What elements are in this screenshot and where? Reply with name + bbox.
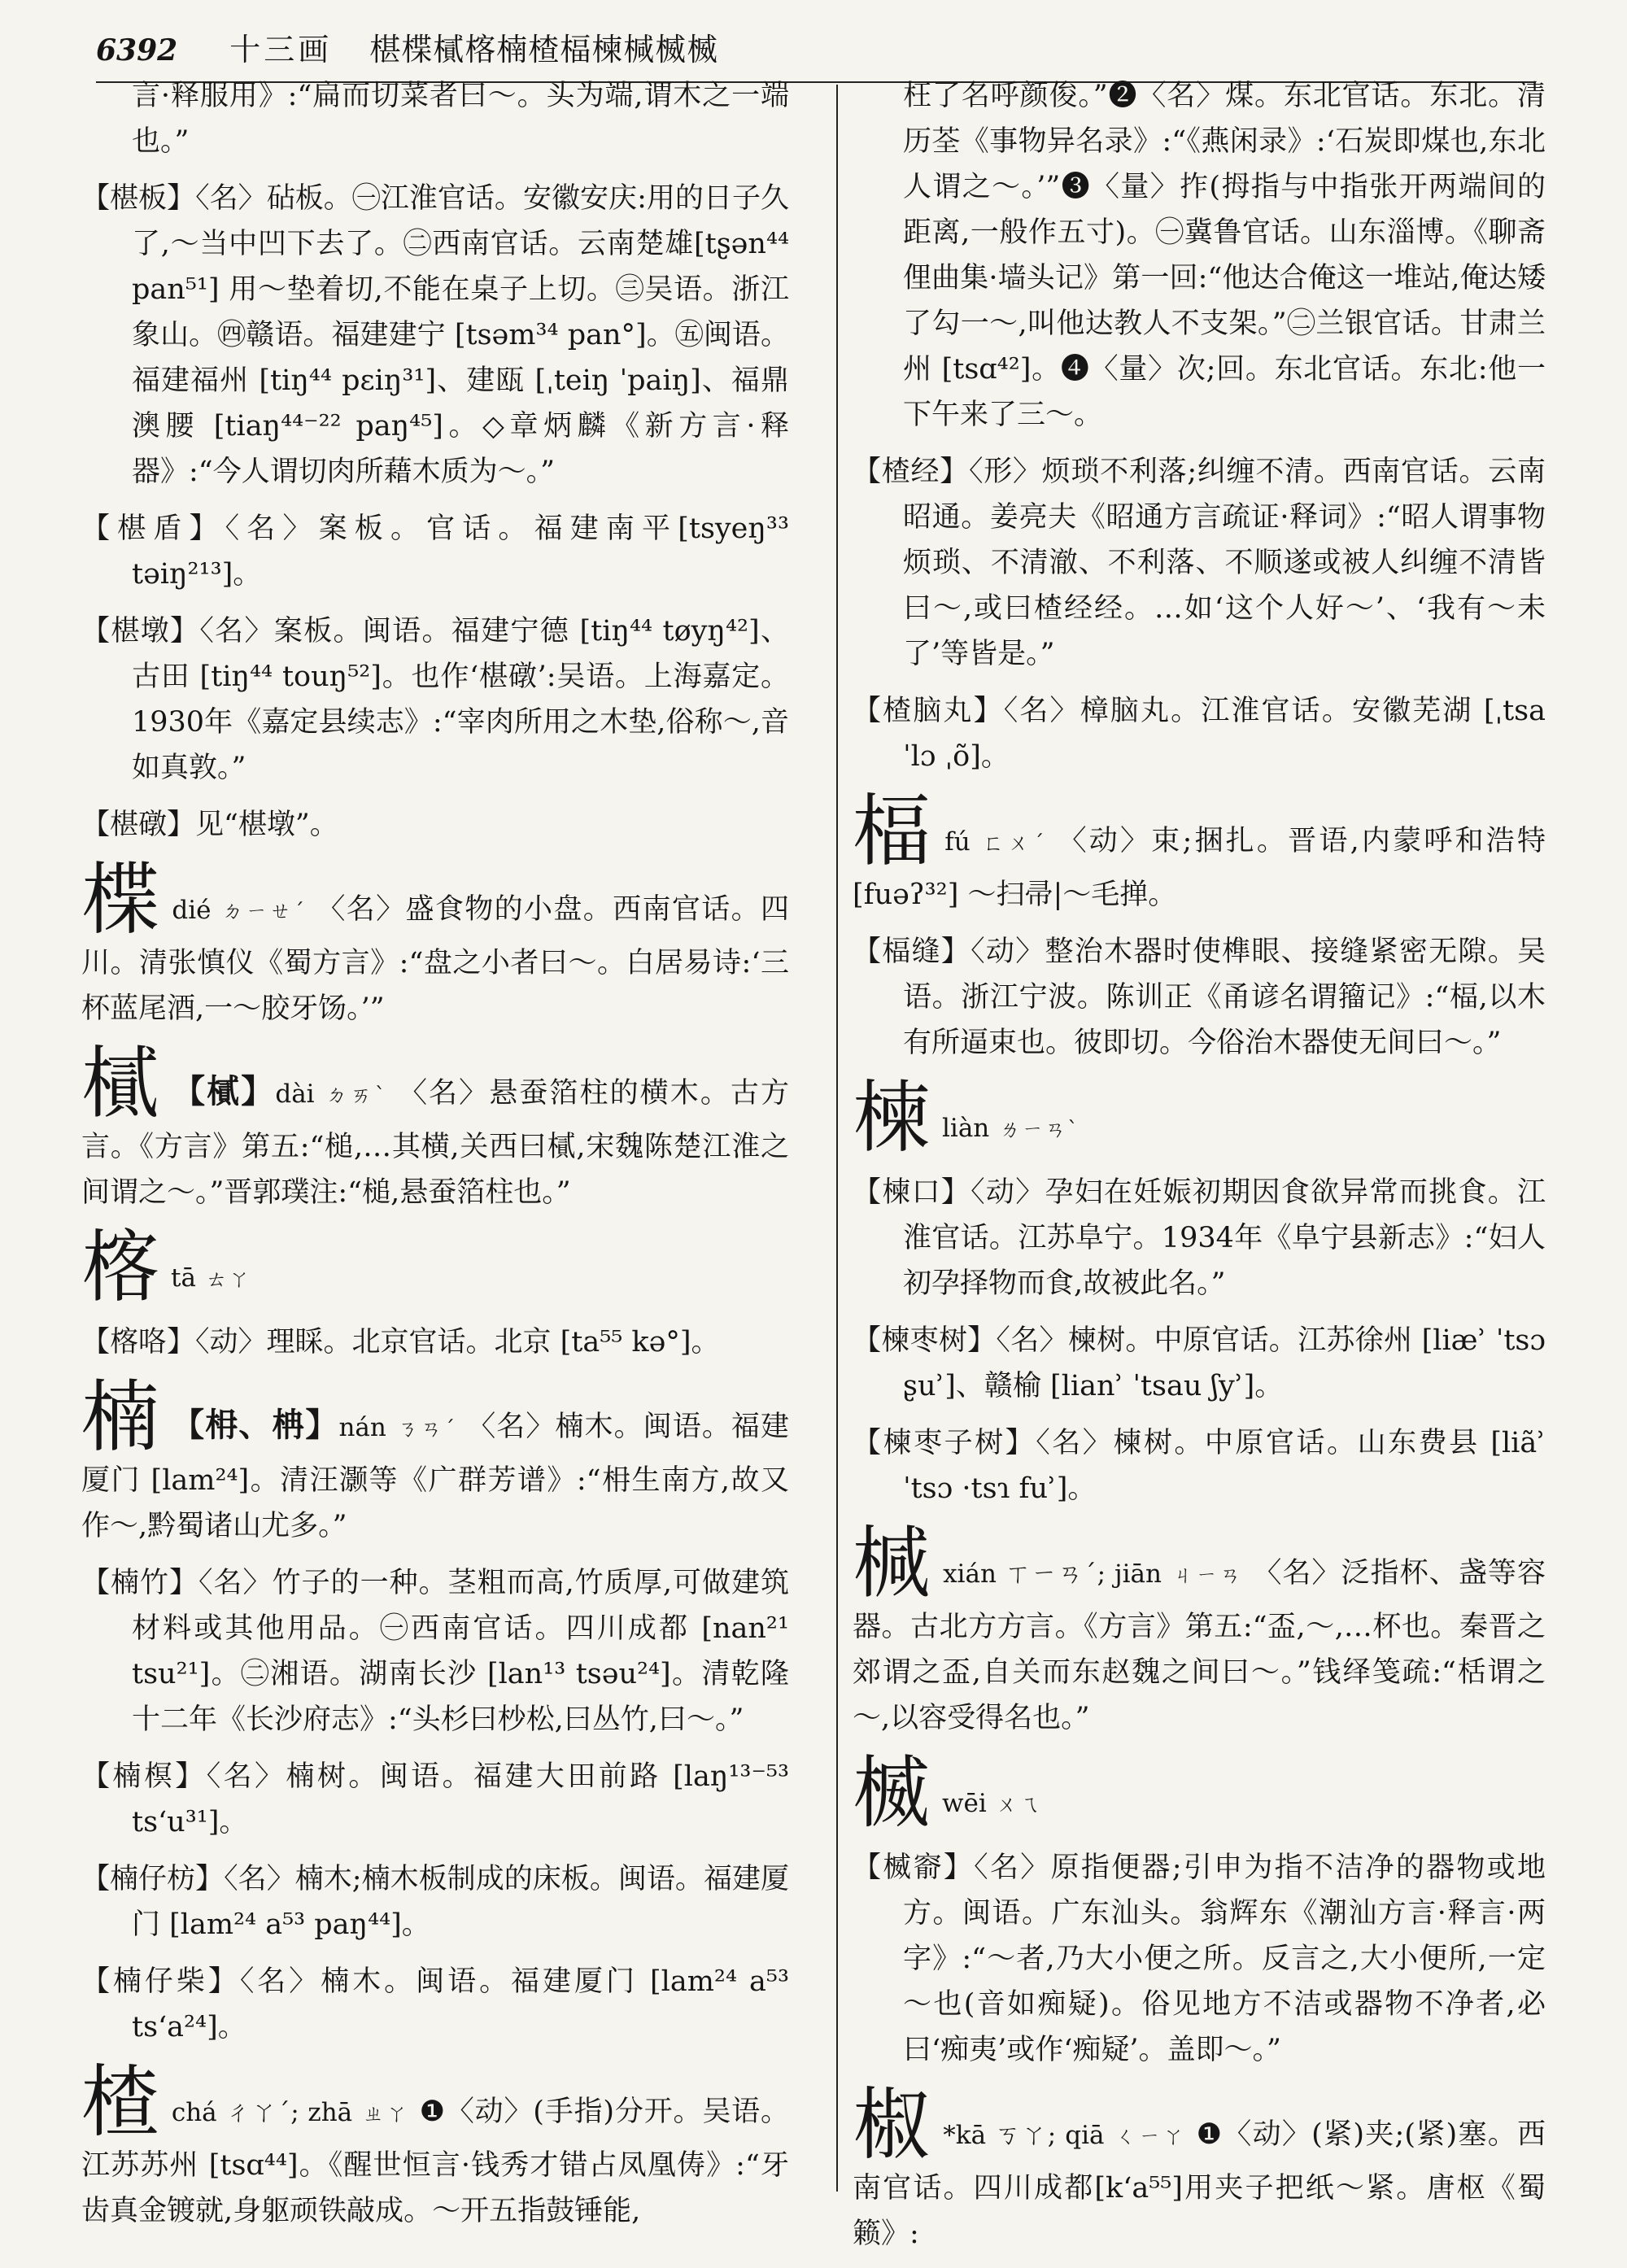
definition: ❶〈动〉(紧)夹;(紧)塞。西南官话。四川成都[kʻa⁵⁵]用夹子把纸～紧。唐枢《蜀籁》: <box>853 2118 1546 2250</box>
char-entry-lian <box>853 1072 1546 1163</box>
entry-chendun: 【椹盾】〈名〉案板。官话。福建南平[tsyeŋ³³ təiŋ²¹³]。 <box>81 512 789 591</box>
pinyin: wēi <box>942 1789 987 1818</box>
definition: 〈名〉泛指杯、盏等容器。古北方方言。《方言》第五:“盃,～,…杯也。秦晋之郊谓之盃,自关而东赵魏之间曰～。”钱绎笺疏:“栝谓之～,以容受得名也。” <box>853 1557 1546 1734</box>
headword-char: 楁 <box>81 1222 159 1313</box>
definition: 〈名〉盛食物的小盘。西南官话。四川。清张慎仪《蜀方言》:“盘之小者曰～。白居易诗:‘三杯蓝尾酒,一～胶牙饧。’” <box>81 893 789 1025</box>
definition: ❶〈动〉(手指)分开。吴语。江苏苏州 [tsɑ⁴⁴]。《醒世恒言·钱秀才错占凤凰俦》:“牙齿真金镀就,身躯顽铁敲成。～开五指鼓锤能, <box>81 2096 789 2227</box>
right-column <box>853 73 1546 2268</box>
left-column <box>81 73 789 2245</box>
pinyin: xián ㄒㄧㄢˊ; jiān <box>943 1559 1162 1589</box>
headword-char: 椷 <box>853 1518 932 1609</box>
column-divider <box>836 85 838 2192</box>
char-entry-wei <box>853 1747 1546 1838</box>
entry-liankou: 【楝口】〈动〉孕妇在妊娠初期因食欲异常而挑食。江淮官话。江苏阜宁。1934年《阜宁县新志》:“妇人初孕择物而食,故被此名。” <box>853 1176 1546 1300</box>
headword-char: 楂 <box>81 2056 160 2148</box>
headword-char: 楝 <box>853 1072 931 1163</box>
pinyin: fú <box>944 827 971 857</box>
entry-tage: 【楁咯】〈动〉理睬。北京官话。北京 [ta⁵⁵ kə°]。 <box>81 1326 720 1359</box>
pinyin: tā <box>171 1263 196 1293</box>
entry-lianzaoshu: 【楝枣树】〈名〉楝树。中原官话。江苏徐州 [liæʾ ˈtsɔ ʂuʾ]、赣榆 [lianʾ ˈtsau ʃyʾ]。 <box>853 1324 1546 1402</box>
pinyin: liàn <box>942 1114 990 1143</box>
page-number: 6392 <box>96 33 178 68</box>
headword-char: 椒 <box>853 2079 932 2170</box>
entry-weiyu: 【楲窬】〈名〉原指便器;引申为指不洁净的器物或地方。闽语。广东汕头。翁辉东《潮汕方言·释言·两字》:“～者,乃大小便之所。反言之,大小便所,一定～也(音如痴疑)。俗见地方不洁或器物不净者,必曰‘痴夷’或作‘痴疑’。盖即～。” <box>853 1851 1546 2066</box>
headword-char: 楅 <box>853 786 934 877</box>
definition: 〈动〉束;捆扎。晋语,内蒙呼和浩特 [fuəʔ³²] ～扫帚|～毛掸。 <box>853 825 1546 911</box>
entry-lianzaozishu: 【楝枣子树】〈名〉楝树。中原官话。山东费县 [liãʾ ˈtsɔ ·tsɿ fuʾ]。 <box>853 1427 1546 1505</box>
variant-form: 【樲】 <box>172 1072 276 1110</box>
entry-nanming: 【楠榠】〈名〉楠树。闽语。福建大田前路 [laŋ¹³⁻⁵³ tsʻu³¹]。 <box>81 1760 789 1838</box>
entry-continuation: 枉了名呼颜俊。”❷〈名〉煤。东北官话。东北。清历荃《事物异名录》:“《燕闲录》:‘石炭即煤也,东北人谓之～。’”❸〈量〉拃(拇指与中指张开两端间的距离,一般作五寸)。㊀冀鲁官话。山东淄博。《聊斋俚曲集·墙头记》第一回:“他达合俺这一堆站,俺达矮了勾一～,叫他达教人不支架。”㊁兰银官话。甘肃兰州 [tsɑ⁴²]。❹〈量〉次;回。东北官话。东北:他一下午来了三～。 <box>903 80 1546 431</box>
entry-chenban: 【椹板】〈名〉砧板。㊀江淮官话。安徽安庆:用的日子久了,～当中凹下去了。㊁西南官话。云南楚雄[tʂən⁴⁴ pan⁵¹] 用～垫着切,不能在桌子上切。㊂吴语。浙江象山。㊃赣语。福建建宁 [tsəm³⁴ pan°]。㊄闽语。福建福州 [tiŋ⁴⁴ pɛiŋ³¹]、建瓯 [ˌteiŋ ˈpaiŋ]、福鼎澳腰 [tiaŋ⁴⁴⁻²² paŋ⁴⁵]。◇章炳麟《新方言·释器》:“今人谓切肉所藉木质为～。” <box>81 182 789 488</box>
zhuyin: ㄑㄧㄚ <box>1114 2125 1187 2149</box>
entry-fufeng: 【楅缝】〈动〉整治木器时使榫眼、接缝紧密无隙。吴语。浙江宁波。陈训正《甬谚名谓籀记》:“楅,以木有所逼束也。彼即切。今俗治木器使无间曰～。” <box>853 936 1546 1059</box>
section-label: 十三画 <box>229 32 333 68</box>
pinyin: dié <box>172 896 212 925</box>
zhuyin: ㄐㄧㄢ <box>1171 1564 1244 1588</box>
headword-char: 楲 <box>853 1747 931 1838</box>
entry-chanaowan: 【楂脑丸】〈名〉樟脑丸。江淮官话。安徽芜湖 [ˌtsa ˈlɔ ˌõ]。 <box>853 695 1546 773</box>
pinyin: dài <box>275 1079 315 1109</box>
char-entry-ka <box>853 2079 1546 2257</box>
zhuyin: ㄋㄢˊ <box>395 1417 458 1441</box>
zhuyin: ㄉㄧㄝˊ <box>220 900 308 924</box>
headword-char: 樲 <box>81 1038 162 1129</box>
entry-chendun2: 【椹墩】〈名〉案板。闽语。福建宁德 [tiŋ⁴⁴ tøyŋ⁴²]、古田 [tiŋ⁴⁴ touŋ⁵²]。也作‘椹礅’:吴语。上海嘉定。1930年《嘉定县续志》:“宰肉所用之木垫,俗称～,音如真敦。” <box>81 615 789 784</box>
entry-chendun3: 【椹礅】见“椹墩”。 <box>81 809 338 841</box>
zhuyin: ㄌㄧㄢˋ <box>999 1118 1080 1142</box>
char-entry-nan <box>81 1372 789 1549</box>
pinyin: nán <box>338 1413 386 1442</box>
char-entry-die <box>81 854 789 1032</box>
headword-char: 楪 <box>81 854 161 945</box>
page-header <box>96 18 1528 81</box>
zhuyin: ㄨㄟ <box>996 1793 1042 1817</box>
entry-nanzaichai: 【楠仔柴】〈名〉楠木。闽语。福建厦门 [lam²⁴ a⁵³ tsʻa²⁴]。 <box>81 1965 789 2043</box>
char-entry-xian <box>853 1518 1546 1741</box>
headword-char: 楠 <box>81 1372 161 1463</box>
entry-continuation: 言·释服用》:“扁而切菜者曰～。头为端,谓木之一端也。” <box>132 80 789 158</box>
variant-form: 【枏、柟】 <box>172 1406 339 1444</box>
zhuyin: ㄓㄚ <box>362 2102 410 2126</box>
header-characters: 椹楪樲楁楠楂楅楝椷楲楲 <box>369 32 719 68</box>
zhuyin: ㄉㄞˋ <box>324 1084 389 1108</box>
char-entry-dai <box>81 1038 790 1215</box>
pinyin: *kā ㄎㄚ; qiā <box>943 2121 1105 2150</box>
char-entry-ta <box>81 1222 789 1313</box>
definition: 〈名〉楠木。闽语。福建厦门 [lam²⁴]。清汪灏等《广群芳谱》:“枏生南方,故又作～,黔蜀诸山尤多。” <box>81 1411 789 1542</box>
zhuyin: ㄊㄚ <box>205 1267 251 1292</box>
pinyin: chá ㄔㄚˊ; zhā <box>171 2098 353 2127</box>
entry-nanzaifang: 【楠仔枋】〈名〉楠木;楠木板制成的床板。闽语。福建厦门 [lam²⁴ a⁵³ paŋ⁴⁴]。 <box>81 1863 789 1941</box>
definition: 〈名〉悬蚕箔柱的横木。古方言。《方言》第五:“槌,…其横,关西曰樲,宋魏陈楚江淮之间谓之～。”晋郭璞注:“槌,悬蚕箔柱也。” <box>81 1077 790 1209</box>
char-entry-fu <box>853 786 1546 918</box>
char-entry-cha <box>81 2056 789 2234</box>
entry-nanzhu: 【楠竹】〈名〉竹子的一种。茎粗而高,竹质厚,可做建筑材料或其他用品。㊀西南官话。四川成都 [nan²¹ tsu²¹]。㊁湘语。湖南长沙 [lan¹³ tsəu²⁴]。清乾隆十二年《长沙府志》:“头杉曰杪松,曰丛竹,曰～。” <box>81 1567 789 1736</box>
entry-chajing: 【楂经】〈形〉烦琐不利落;纠缠不清。西南官话。云南昭通。姜亮夫《昭通方言疏证·释词》:“昭人谓事物烦琐、不清澈、不利落、不顺遂或被人纠缠不清皆曰～,或曰楂经经。…如‘这个人好～’、‘我有～未了’等皆是。” <box>853 456 1546 670</box>
zhuyin: ㄈㄨˊ <box>979 831 1049 856</box>
